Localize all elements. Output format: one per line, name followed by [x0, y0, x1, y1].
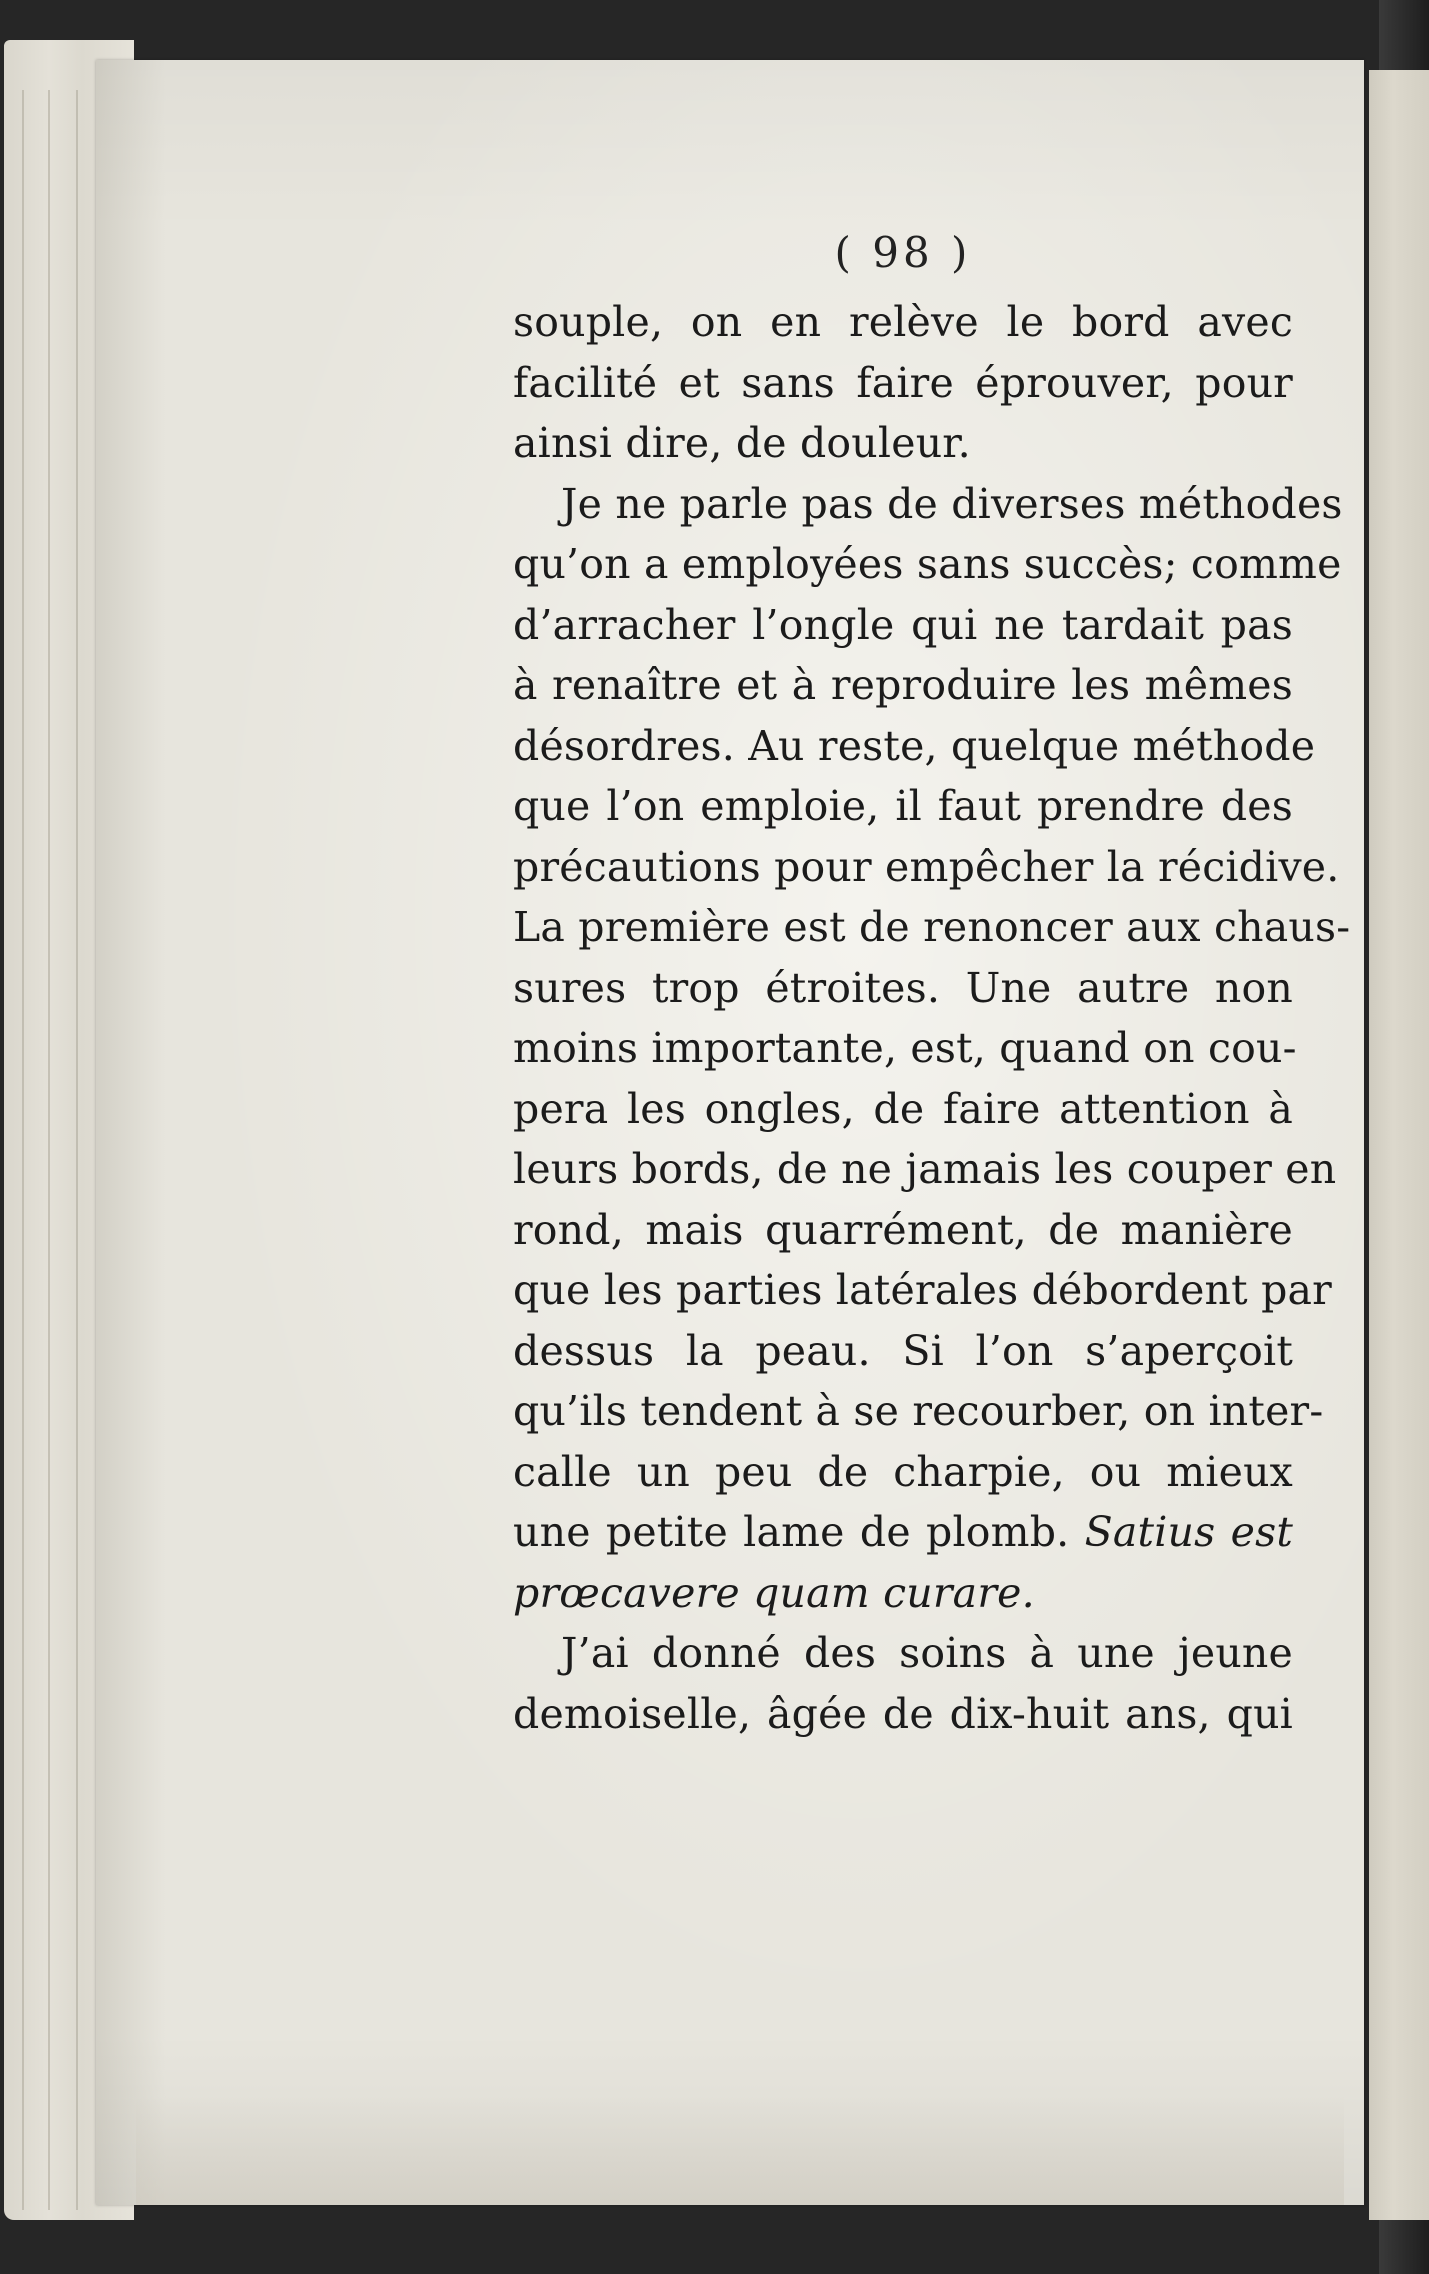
text-line: d’arracher l’ongle qui ne tardait pas [513, 600, 1293, 649]
text-line: pera les ongles, de faire attention à [513, 1084, 1293, 1133]
deckle-edge [136, 2095, 1344, 2205]
text-line: que l’on emploie, il faut prendre des [513, 782, 1293, 830]
text-line-mixed [513, 1502, 1293, 1563]
text-line: précautions pour empêcher la récidive. [513, 842, 1340, 891]
text-line: facilité et sans faire éprouver, pour [513, 358, 1293, 407]
text-line: souple, on en relève le bord avec [513, 298, 1293, 346]
page-edge-line [76, 90, 78, 2210]
text-italic-latin: Satius est [1084, 1508, 1293, 1556]
text-line: sures trop étroites. Une autre non [513, 963, 1293, 1012]
text-line: qu’ils tendent à se recourber, on inter- [513, 1387, 1324, 1435]
text-line: demoiselle, âgée de dix-huit ans, qui [513, 1689, 1293, 1738]
text-line: désordres. Au reste, quelque méthode [513, 721, 1316, 770]
text-line: La première est de renoncer aux chaus- [513, 903, 1351, 951]
page-text [513, 292, 1351, 1744]
text-line: J’ai donné des soins à une jeune [561, 1629, 1293, 1677]
text-line: rond, mais quarrément, de manière [513, 1205, 1293, 1254]
facing-page-sliver [1369, 70, 1429, 2220]
text-line: dessus la peau. Si l’on s’aperçoit [513, 1326, 1293, 1375]
text-line: ainsi dire, de douleur. [513, 419, 971, 467]
page-edge-line [22, 90, 24, 2210]
text-line-italic-latin: prœcavere quam curare. [513, 1568, 1035, 1617]
text-line: leurs bords, de ne jamais les couper en [513, 1145, 1337, 1193]
page-number: ( 98 ) [834, 228, 972, 277]
text-line: que les parties latérales débordent par [513, 1266, 1332, 1314]
text-roman: une petite lame de plomb. [513, 1508, 1085, 1556]
text-line: moins importante, est, quand on cou- [513, 1024, 1297, 1072]
gutter-shadow [96, 60, 166, 2205]
text-line: à renaître et à reproduire les mêmes [513, 661, 1293, 709]
page-edge-line [48, 90, 50, 2210]
text-line: qu’on a employées sans succès; comme [513, 540, 1342, 588]
text-line: calle un peu de charpie, ou mieux [513, 1447, 1293, 1496]
text-line: Je ne parle pas de diverses méthodes [561, 479, 1343, 528]
